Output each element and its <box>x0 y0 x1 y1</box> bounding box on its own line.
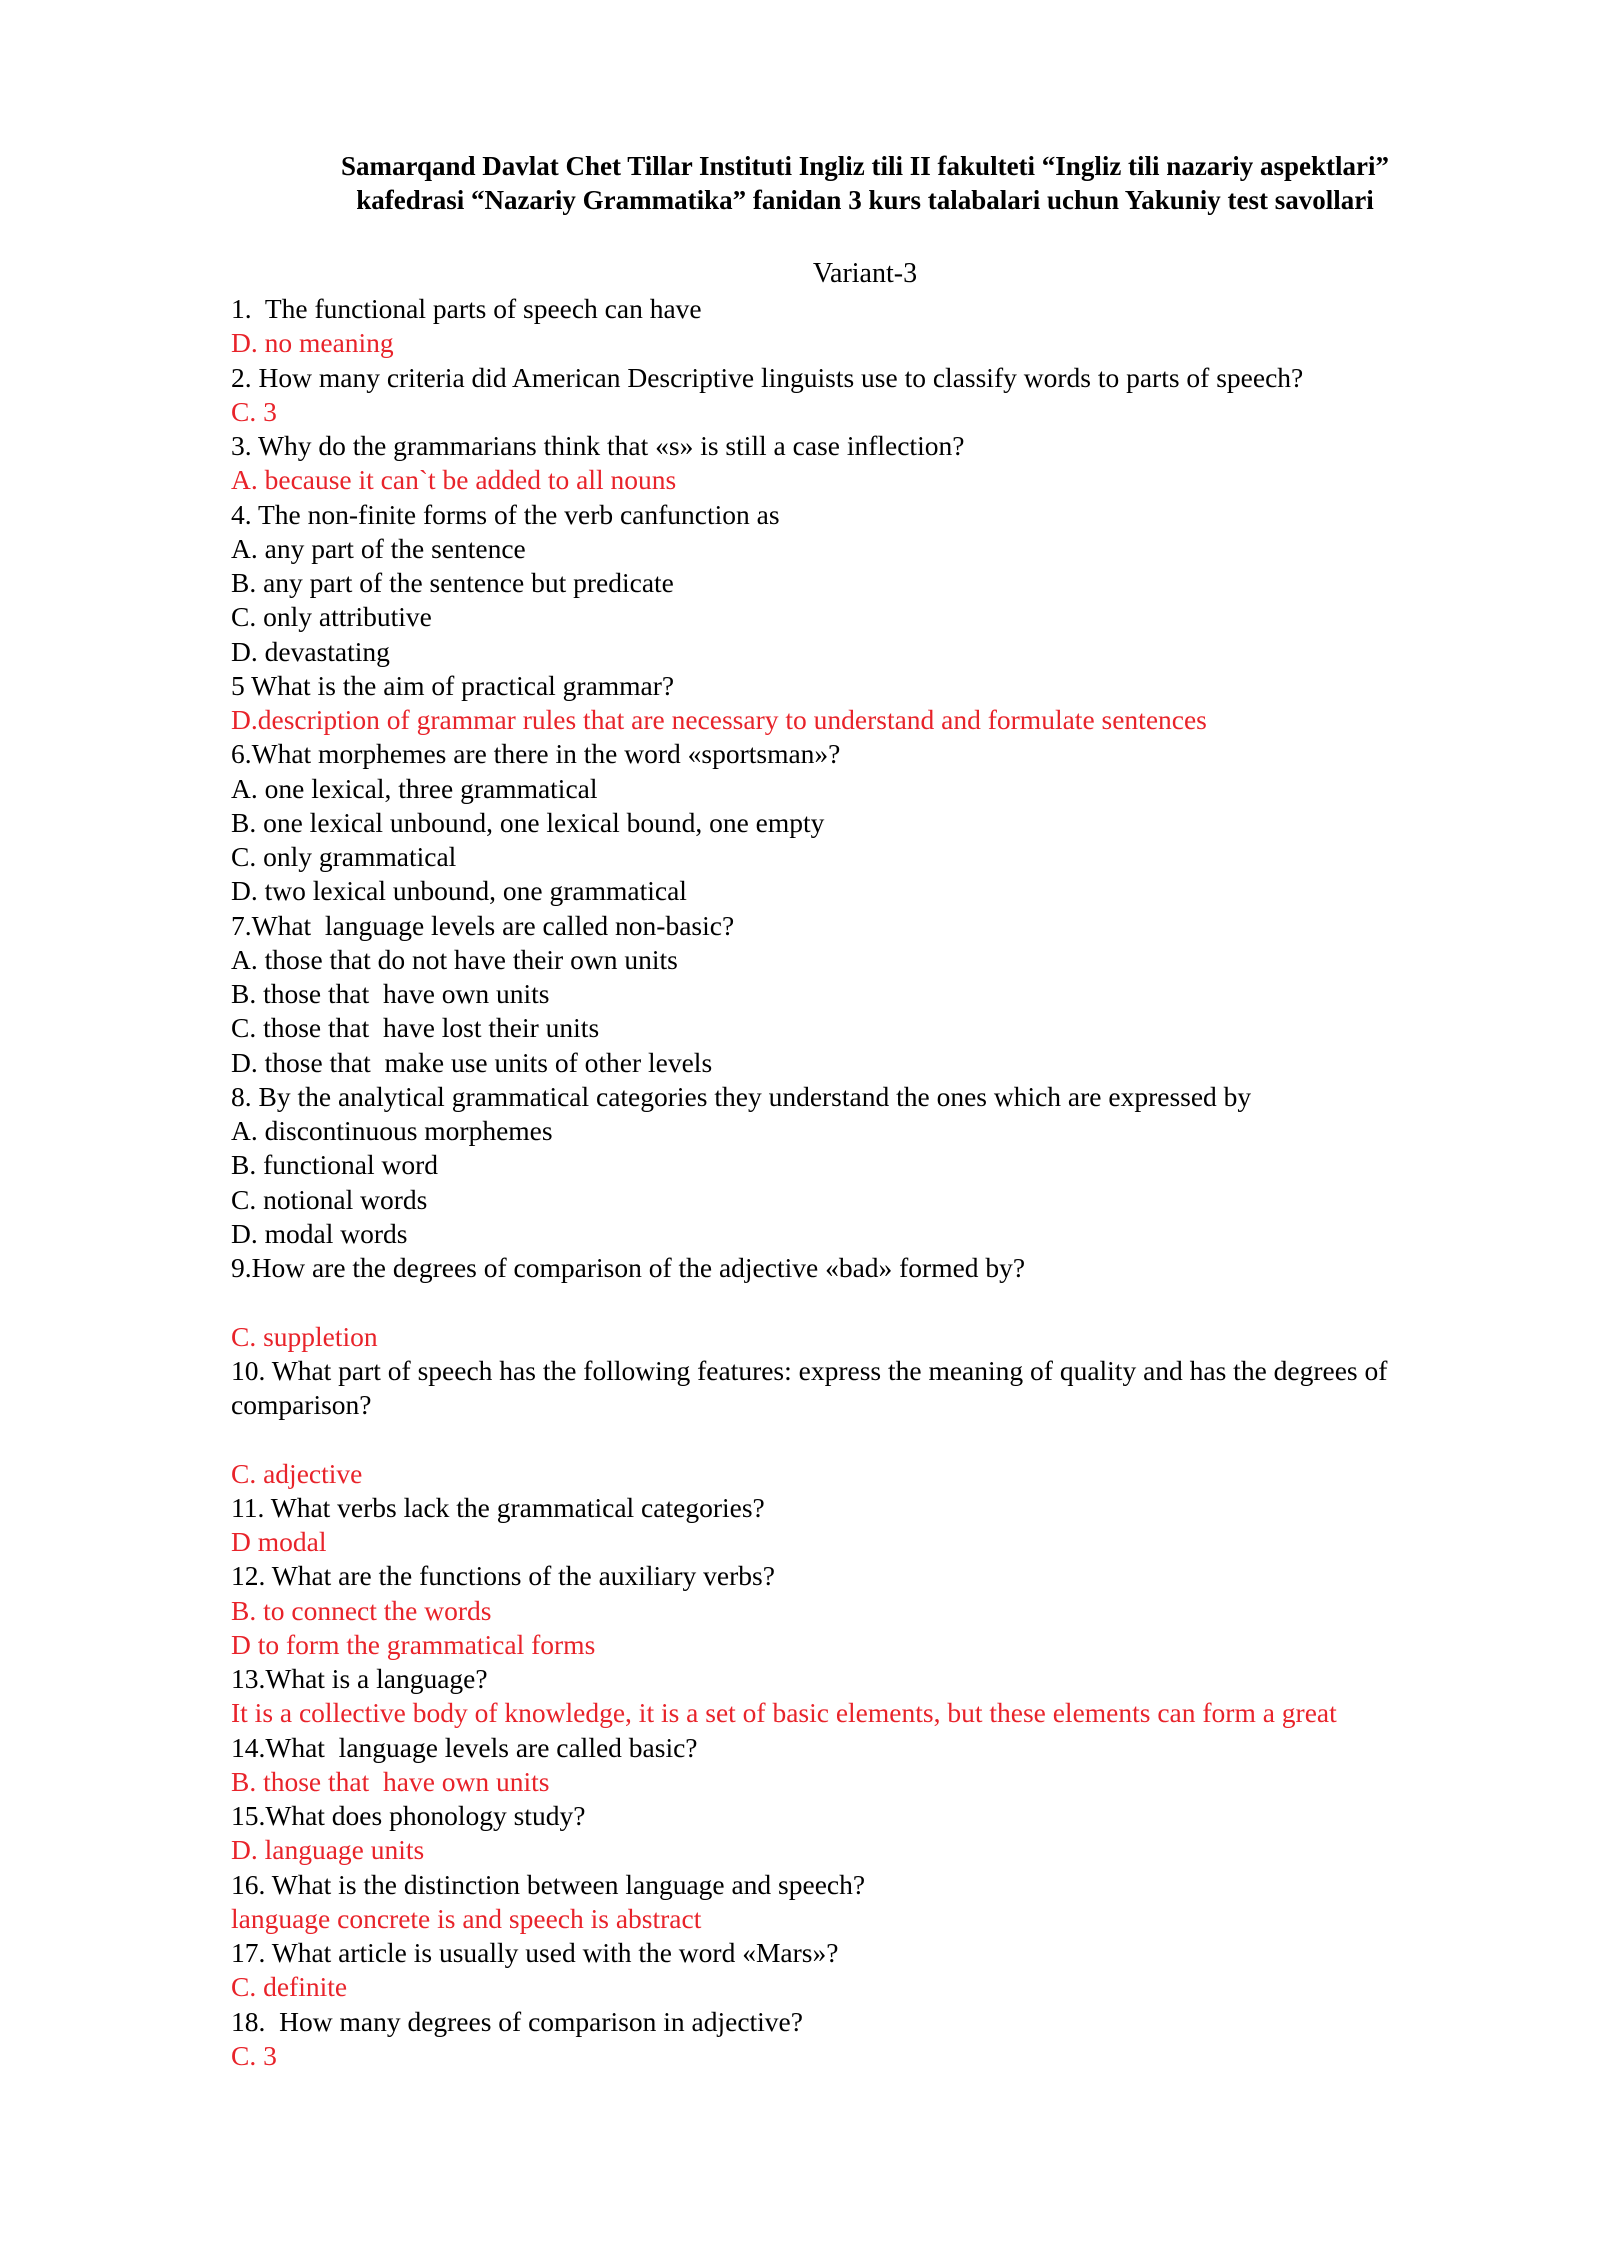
answer-line: C. 3 <box>231 2039 277 2071</box>
variant-label: Variant-3 <box>812 258 918 289</box>
question-line: 13.What is a language? <box>231 1663 488 1694</box>
answer-line: C. suppletion <box>231 1320 378 1352</box>
answer-line: B. to connect the words <box>231 1594 492 1626</box>
answer-line: B. those that have own units <box>231 1765 550 1797</box>
question-line: 2. How many criteria did American Descriptive linguists use to classify words to parts of speech? <box>231 361 1304 393</box>
option-line: D. devastating <box>231 635 390 667</box>
option-line: C. only grammatical <box>231 841 457 872</box>
option-line: D. two lexical unbound, one grammatical <box>231 875 687 907</box>
question-line: 15.What does phonology study? <box>231 1800 586 1831</box>
question-line: 7.What language levels are called non-basic? <box>231 909 735 941</box>
answer-line: language concrete is and speech is abstract <box>231 1902 702 1934</box>
question-line: 8. By the analytical grammatical categories they understand the ones which are expressed by <box>231 1080 1252 1112</box>
answer-line: D modal <box>231 1526 327 1557</box>
answer-line: C. definite <box>231 1971 348 2003</box>
answer-line: C. adjective <box>231 1457 363 1489</box>
option-line: B. one lexical unbound, one lexical bound, one empty <box>231 806 825 838</box>
question-line: 11. What verbs lack the grammatical categories? <box>231 1491 765 1523</box>
answer-line: C. 3 <box>231 395 277 427</box>
question-line: 10. What part of speech has the following features: express the meaning of quality and has the degrees of comparison? <box>231 1354 1388 1420</box>
question-line: 9.How are the degrees of comparison of the adjective «bad» formed by? <box>231 1252 1026 1283</box>
title-line-2: kafedrasi “Nazariy Grammatika” fanidan 3 kurs talabalari uchun Yakuniy test savollari <box>356 185 1374 215</box>
question-line: 6.What morphemes are there in the word «sportsman»? <box>231 738 841 770</box>
option-line: B. those that have own units <box>231 978 550 1009</box>
answer-line: D.description of grammar rules that are necessary to understand and formulate sentences <box>231 704 1207 735</box>
question-line: 4. The non-finite forms of the verb canfunction as <box>231 498 780 530</box>
option-line: C. notional words <box>231 1183 428 1215</box>
option-line: C. only attributive <box>231 601 432 633</box>
answer-line: D. no meaning <box>231 327 394 359</box>
blank-line <box>231 1285 1499 1319</box>
answer-line: D. language units <box>231 1834 425 1866</box>
option-line: C. those that have lost their units <box>231 1012 600 1044</box>
blank-line <box>231 1422 1499 1456</box>
question-line: 18. How many degrees of comparison in adjective? <box>231 2005 803 2037</box>
option-line: A. discontinuous morphemes <box>231 1115 553 1146</box>
answer-line: It is a collective body of knowledge, it is a set of basic elements, but these elements can form a great <box>231 1697 1337 1729</box>
document-title <box>231 149 1499 217</box>
question-line: 16. What is the distinction between language and speech? <box>231 1868 866 1900</box>
question-line: 3. Why do the grammarians think that «s» is still a case inflection? <box>231 430 965 461</box>
answer-line: D to form the grammatical forms <box>231 1628 596 1660</box>
question-line: 17. What article is usually used with the word «Mars»? <box>231 1937 839 1968</box>
option-line: A. one lexical, three grammatical <box>231 772 598 804</box>
question-line: 12. What are the functions of the auxiliary verbs? <box>231 1560 775 1592</box>
title-line-1: Samarqand Davlat Chet Tillar Instituti Ingliz tili II fakulteti “Ingliz tili nazariy aspektlari” <box>340 151 1390 181</box>
option-line: A. those that do not have their own units <box>231 943 678 975</box>
option-line: D. those that make use units of other levels <box>231 1046 713 1078</box>
option-line: D. modal words <box>231 1217 408 1249</box>
answer-line: A. because it can`t be added to all nouns <box>231 464 677 496</box>
question-line: 5 What is the aim of practical grammar? <box>231 669 675 701</box>
question-line: 1. The functional parts of speech can have <box>231 293 702 324</box>
test-questions-body <box>231 292 1499 2073</box>
option-line: B. any part of the sentence but predicate <box>231 567 674 598</box>
option-line: A. any part of the sentence <box>231 532 526 564</box>
option-line: B. functional word <box>231 1149 438 1181</box>
question-line: 14.What language levels are called basic? <box>231 1731 698 1763</box>
